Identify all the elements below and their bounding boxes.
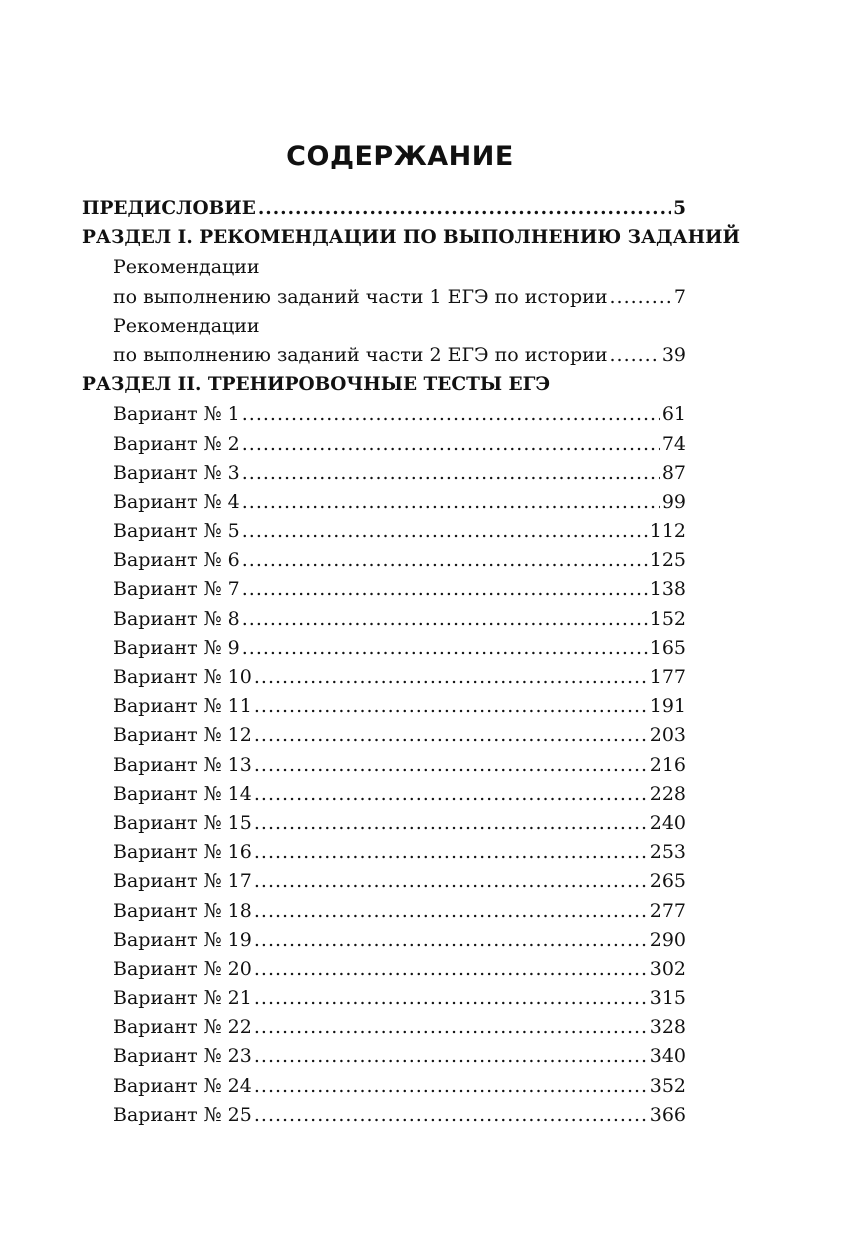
toc-entry-variant[interactable]: [82, 695, 686, 724]
toc-entry-variant[interactable]: [82, 870, 686, 899]
dot-leader: [254, 812, 648, 834]
toc-entry-label: по выполнению заданий части 2 ЕГЭ по истории: [113, 343, 608, 366]
section-heading-2: [82, 374, 686, 403]
toc-entry-label: Вариант № 6: [113, 549, 240, 572]
toc-entry-label: Вариант № 15: [113, 811, 252, 834]
dot-leader: [254, 666, 648, 688]
dot-leader: [609, 344, 659, 366]
toc-entry-recommendations-1-line1: [82, 256, 686, 285]
dot-leader: [242, 403, 660, 425]
dot-leader: [254, 1045, 648, 1067]
toc-entry-label: Вариант № 18: [113, 899, 252, 922]
toc-entry-page: 61: [661, 403, 686, 426]
variant-list: [82, 403, 686, 1133]
toc-entry-page: 87: [661, 461, 686, 484]
dot-leader: [254, 929, 648, 951]
toc-entry-variant[interactable]: [82, 1016, 686, 1045]
toc-entry-variant[interactable]: [82, 1075, 686, 1104]
dot-leader: [254, 754, 648, 776]
dot-leader: [254, 724, 648, 746]
dot-leader: [254, 1104, 648, 1126]
toc-entry-page: 5: [673, 198, 686, 219]
toc-entry-label: Вариант № 17: [113, 870, 252, 893]
toc-entry-variant[interactable]: [82, 841, 686, 870]
toc-entry-page: 39: [661, 343, 686, 366]
page-title: СОДЕРЖАНИЕ: [286, 141, 514, 172]
toc-entry-page: 352: [649, 1074, 686, 1097]
dot-leader: [242, 549, 648, 571]
section-heading-label: РАЗДЕЛ I. РЕКОМЕНДАЦИИ ПО ВЫПОЛНЕНИЮ ЗАДАНИЙ: [82, 227, 741, 249]
toc-entry-variant[interactable]: [82, 520, 686, 549]
toc-entry-page: 112: [649, 520, 686, 543]
toc-entry-variant[interactable]: [82, 929, 686, 958]
toc-entry-variant[interactable]: [82, 900, 686, 929]
dot-leader: [242, 637, 648, 659]
toc-entry-page: 99: [661, 490, 686, 513]
toc-entry-variant[interactable]: [82, 433, 686, 462]
toc-entry-page: 253: [649, 841, 686, 864]
toc-entry-variant[interactable]: [82, 608, 686, 637]
toc-entry-variant[interactable]: [82, 958, 686, 987]
toc-entry-page: 290: [649, 928, 686, 951]
toc-entry-page: 340: [649, 1045, 686, 1068]
toc-entry-label: Вариант № 10: [113, 666, 252, 688]
toc-entry-page: 177: [649, 666, 686, 688]
toc-entry-recommendations-2[interactable]: [82, 344, 686, 373]
toc-entry-page: 203: [649, 724, 686, 747]
toc-entry-label: Вариант № 21: [113, 987, 252, 1010]
toc-entry-label: Вариант № 2: [113, 432, 240, 455]
toc-entry-label: Вариант № 23: [113, 1045, 252, 1068]
toc-entry-page: 240: [649, 811, 686, 834]
toc-entry-label: Рекомендации: [113, 256, 260, 279]
toc-entry-variant[interactable]: [82, 1104, 686, 1133]
toc-entry-label: Вариант № 8: [113, 607, 240, 630]
dot-leader: [242, 520, 648, 542]
dot-leader: [609, 286, 671, 308]
toc-entry-page: 328: [649, 1016, 686, 1039]
toc-entry-page: 366: [649, 1103, 686, 1126]
toc-entry-label: Вариант № 12: [113, 724, 252, 747]
toc-entry-label: Вариант № 5: [113, 520, 240, 543]
dot-leader: [254, 783, 648, 805]
toc-entry-variant[interactable]: [82, 491, 686, 520]
toc-entry-variant[interactable]: [82, 549, 686, 578]
toc-entry-label: по выполнению заданий части 1 ЕГЭ по истории: [113, 285, 608, 308]
dot-leader: [254, 870, 648, 892]
toc-entry-variant[interactable]: [82, 666, 686, 695]
dot-leader: [254, 1075, 648, 1097]
dot-leader: [254, 958, 648, 980]
toc-entry-page: 228: [649, 782, 686, 805]
toc-entry-variant[interactable]: [82, 724, 686, 753]
toc-entry-page: 315: [649, 987, 686, 1010]
toc-entry-label: Вариант № 4: [113, 490, 240, 513]
toc-entry-label: Вариант № 25: [113, 1103, 252, 1126]
dot-leader: [242, 578, 648, 600]
toc-entry-label: Вариант № 13: [113, 753, 252, 776]
toc-entry-label: Вариант № 20: [113, 957, 252, 980]
toc-entry-page: 302: [649, 957, 686, 980]
toc-entry-variant[interactable]: [82, 403, 686, 432]
section-heading-1: [82, 227, 741, 256]
dot-leader: [254, 1016, 648, 1038]
toc-entry-page: 277: [649, 899, 686, 922]
toc-entry-variant[interactable]: [82, 754, 686, 783]
toc-entry-page: 216: [649, 753, 686, 776]
dot-leader: [254, 987, 648, 1009]
toc-entry-page: 138: [649, 578, 686, 601]
toc-entry-variant[interactable]: [82, 578, 686, 607]
toc-entry-label: ПРЕДИСЛОВИЕ: [82, 198, 256, 219]
dot-leader: [242, 433, 660, 455]
section-heading-label: РАЗДЕЛ II. ТРЕНИРОВОЧНЫЕ ТЕСТЫ ЕГЭ: [82, 374, 551, 396]
toc-entry-label: Вариант № 16: [113, 841, 252, 864]
dot-leader: [254, 841, 648, 863]
toc-entry-label: Рекомендации: [113, 314, 260, 337]
toc-entry-variant[interactable]: [82, 1045, 686, 1074]
toc-entry-label: Вариант № 19: [113, 928, 252, 951]
toc-entry-label: Вариант № 11: [113, 695, 252, 718]
toc-entry-label: Вариант № 22: [113, 1016, 252, 1039]
toc-entry-variant[interactable]: [82, 987, 686, 1016]
toc-entry-recommendations-1[interactable]: [82, 286, 686, 315]
toc-entry-recommendations-2-line1: [82, 315, 686, 344]
dot-leader: [254, 695, 648, 717]
toc-entry-page: 74: [661, 432, 686, 455]
dot-leader: [242, 608, 648, 630]
toc-entry-label: Вариант № 9: [113, 636, 240, 659]
dot-leader: [242, 462, 660, 484]
toc-entry-page: 7: [673, 285, 686, 308]
toc-entry-label: Вариант № 14: [113, 782, 252, 805]
toc-entry-label: Вариант № 7: [113, 578, 240, 601]
toc-entry-page: 152: [649, 607, 686, 630]
toc-entry-page: 191: [649, 695, 686, 718]
dot-leader: [258, 198, 671, 219]
toc-entry-label: Вариант № 24: [113, 1074, 252, 1097]
toc-entry-page: 165: [649, 636, 686, 659]
dot-leader: [242, 491, 660, 513]
toc-entry-label: Вариант № 1: [113, 403, 240, 426]
table-of-contents: [82, 198, 741, 1133]
toc-entry-page: 125: [649, 549, 686, 572]
toc-entry-variant[interactable]: [82, 462, 686, 491]
toc-entry-preface[interactable]: [82, 198, 686, 227]
toc-entry-variant[interactable]: [82, 783, 686, 812]
toc-entry-label: Вариант № 3: [113, 461, 240, 484]
toc-entry-page: 265: [649, 870, 686, 893]
toc-entry-variant[interactable]: [82, 812, 686, 841]
toc-entry-variant[interactable]: [82, 637, 686, 666]
dot-leader: [254, 900, 648, 922]
